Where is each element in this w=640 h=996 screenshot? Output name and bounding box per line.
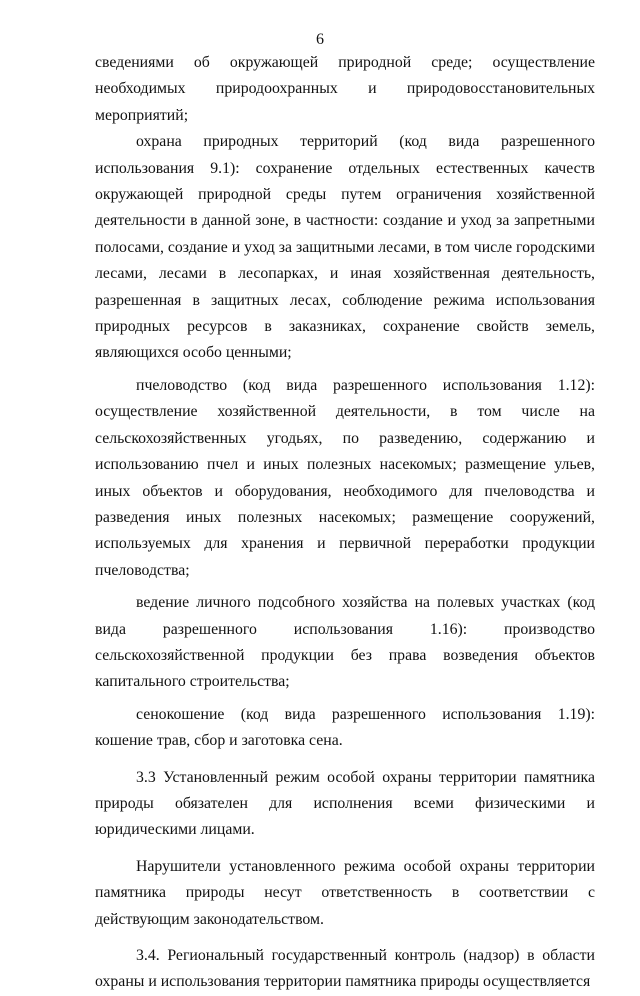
paragraph-2: охрана природных территорий (код вида разрешенного использования 9.1): сохранение отдельных естественных качеств окружающей природной среды путем ограничения хозяйственной деятельности в данной зоне, в частности: создание и уход за запретными полосами, создание и уход за защитными лесами, в том числе городскими лесами, лесами в лесопарках, и иная хозяйственная деятельность, разрешенная в защитных лесах, соблюдение режима использования природных ресурсов в заказниках, сохранение свойств земель, являющихся особо ценными; [95, 133, 595, 362]
paragraph-5: сенокошение (код вида разрешенного использования 1.19): кошение трав, сбор и заготовка сена. [95, 705, 595, 750]
paragraph-7: Нарушители установленного режима особой охраны территории памятника природы несут ответственность в соответствии с действующим законодательством. [95, 857, 595, 928]
paragraph-6: 3.3 Установленный режим особой охраны территории памятника природы обязателен для исполнения всеми физическими и юридическими лицами. [95, 768, 595, 839]
paragraph-3: пчеловодство (код вида разрешенного использования 1.12): осуществление хозяйственной деятельности, в том числе на сельскохозяйственных угодьях, по разведению, содержанию и использованию пчел и иных полезных насекомых; размещение ульев, иных объектов и оборудования, необходимого для пчеловодства и разведения иных полезных насекомых; размещение сооружений, используемых для хранения и первичной переработки продукции пчеловодства; [95, 376, 595, 579]
document-text [95, 50, 595, 996]
page-number: 6 [316, 31, 324, 48]
paragraph-1: сведениями об окружающей природной среде; осуществление необходимых природоохранных и природовосстановительных мероприятий; [95, 54, 595, 124]
paragraph-8: 3.4. Региональный государственный контроль (надзор) в области охраны и использования территории памятника природы осуществляется [95, 947, 595, 991]
paragraph-4: ведение личного подсобного хозяйства на полевых участках (код вида разрешенного использования 1.16): производство сельскохозяйственной продукции без права возведения объектов капитального строительства; [95, 594, 595, 691]
